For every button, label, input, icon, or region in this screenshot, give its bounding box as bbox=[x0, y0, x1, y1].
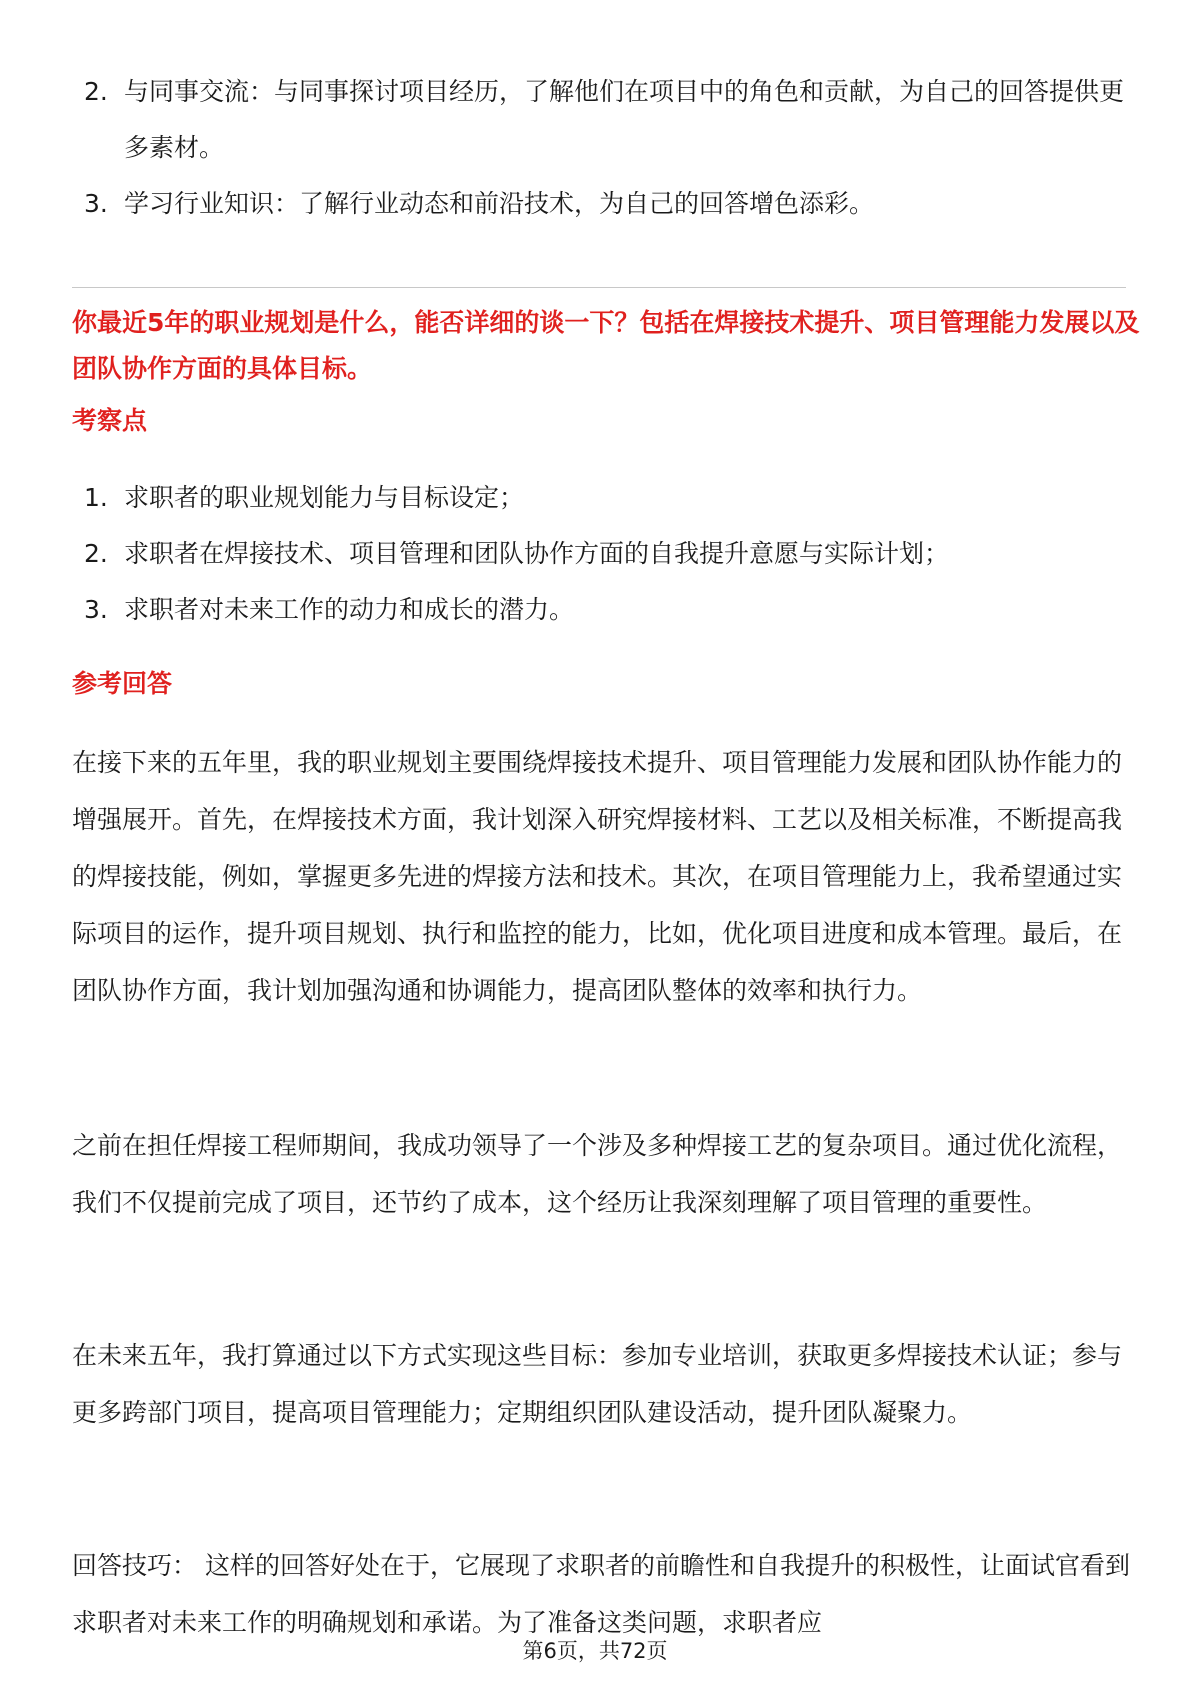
page-number: 第6页，共72页 bbox=[522, 1639, 668, 1663]
list-item bbox=[72, 470, 1132, 526]
answer-tips-paragraph: 回答技巧： 这样的回答好处在于，它展现了求职者的前瞻性和自我提升的积极性，让面试官看到求职者对未来工作的明确规划和承诺。为了准备这类问题，求职者应 bbox=[72, 1551, 1130, 1637]
list-text: 求职者在焊接技术、项目管理和团队协作方面的自我提升意愿与实际计划； bbox=[124, 539, 950, 568]
list-item bbox=[72, 176, 1132, 232]
section-heading-answer: 参考回答 bbox=[72, 669, 173, 698]
section-divider bbox=[72, 287, 1126, 288]
answer-paragraph: 在未来五年，我打算通过以下方式实现这些目标：参加专业培训，获取更多焊接技术认证；参与更多跨部门项目，提高项目管理能力；定期组织团队建设活动，提升团队凝聚力。 bbox=[72, 1341, 1123, 1427]
list-item bbox=[72, 64, 1132, 176]
list-number: 3. bbox=[84, 189, 108, 218]
list-number: 1. bbox=[84, 483, 108, 512]
tips-list-continued bbox=[72, 64, 1132, 232]
list-text: 求职者对未来工作的动力和成长的潜力。 bbox=[124, 595, 575, 624]
list-text: 与同事交流：与同事探讨项目经历，了解他们在项目中的角色和贡献，为自己的回答提供更多素材。 bbox=[124, 77, 1125, 162]
answer-paragraph: 在接下来的五年里，我的职业规划主要围绕焊接技术提升、项目管理能力发展和团队协作能力的增强展开。首先，在焊接技术方面，我计划深入研究焊接材料、工艺以及相关标准，不断提高我的焊接技能，例如，掌握更多先进的焊接方法和技术。其次，在项目管理能力上，我希望通过实际项目的运作，提升项目规划、执行和监控的能力，比如，优化项目进度和成本管理。最后，在团队协作方面，我计划加强沟通和协调能力，提高团队整体的效率和执行力。 bbox=[72, 748, 1123, 1005]
list-number: 2. bbox=[84, 539, 108, 568]
list-item bbox=[72, 582, 1132, 638]
list-number: 3. bbox=[84, 595, 108, 624]
interview-question: 你最近5年的职业规划是什么，能否详细的谈一下？包括在焊接技术提升、项目管理能力发展以及团队协作方面的具体目标。 bbox=[72, 308, 1140, 383]
answer-paragraph: 之前在担任焊接工程师期间，我成功领导了一个涉及多种焊接工艺的复杂项目。通过优化流程，我们不仅提前完成了项目，还节约了成本，这个经历让我深刻理解了项目管理的重要性。 bbox=[72, 1131, 1123, 1217]
list-text: 求职者的职业规划能力与目标设定； bbox=[124, 483, 525, 512]
examine-points-list bbox=[72, 470, 1132, 638]
list-number: 2. bbox=[84, 77, 108, 106]
section-heading-examine: 考察点 bbox=[72, 406, 148, 435]
list-text: 学习行业知识：了解行业动态和前沿技术，为自己的回答增色添彩。 bbox=[124, 189, 875, 218]
list-item bbox=[72, 526, 1132, 582]
